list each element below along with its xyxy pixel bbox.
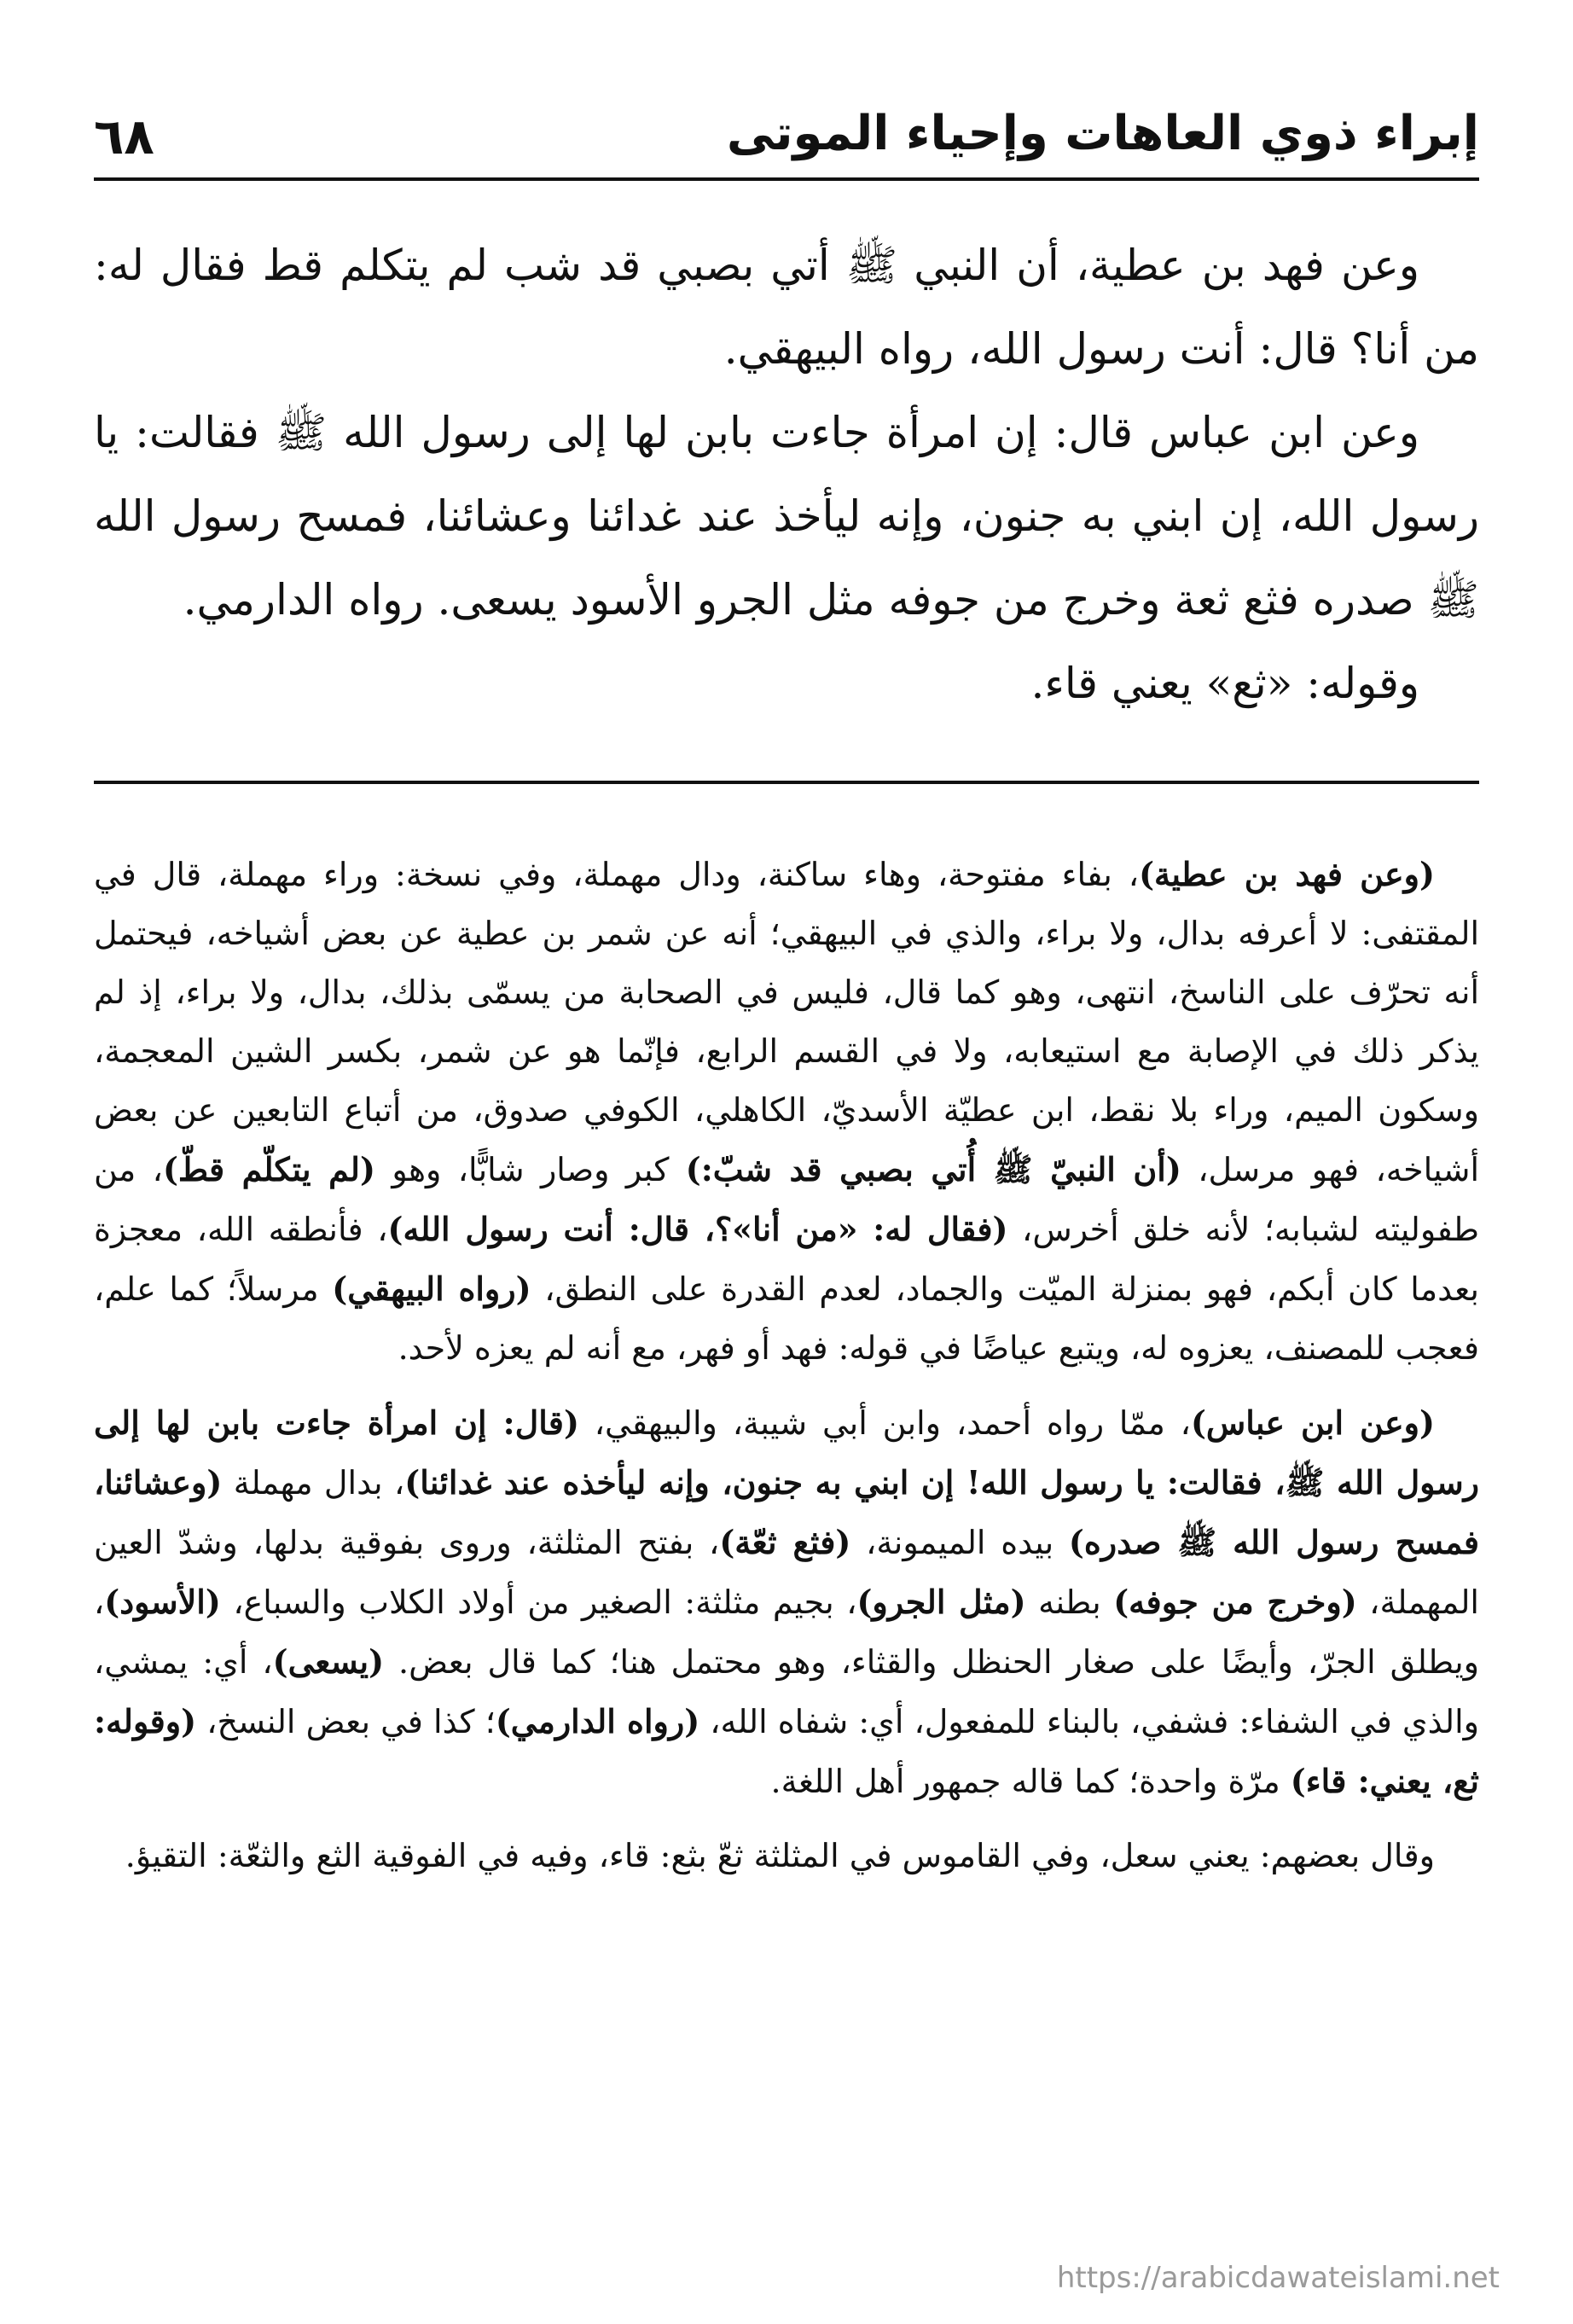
commentary-text: مرسلاً؛ كما علم، فعجب للمصنف، يعزوه له، ويتبع عياضًا في قوله: فهد أو فهر، مع أنه لم يعزه لأحد. bbox=[94, 1270, 1479, 1367]
commentary-paragraph-3: وقال بعضهم: يعني سعل، وفي القاموس في المثلثة ثعّ بثع: قاء، وفيه في الفوقية الثع والثعّة: التقيؤ. bbox=[125, 1837, 1435, 1874]
quoted-phrase: (فقال له: «من أنا»؟، قال: أنت رسول الله) bbox=[387, 1210, 1008, 1248]
section-divider bbox=[94, 781, 1479, 784]
hadith-paragraph-3: وقوله: «ثع» يعني قاء. bbox=[1030, 659, 1419, 708]
quoted-phrase: (رواه الدارمي) bbox=[495, 1702, 700, 1740]
quoted-phrase: (وعشائنا، فمسح رسول الله ﷺ صدره) bbox=[94, 1463, 1480, 1561]
quoted-phrase: (وخرج من جوفه) bbox=[1113, 1583, 1357, 1621]
quoted-phrase: (قال: إن امرأة جاءت بابن لها إلى رسول الله ﷺ، فقالت: يا رسول الله! إن ابني به جنون، وإنه ليأخذه عند غدائنا) bbox=[94, 1403, 1480, 1502]
commentary-text: بطنه bbox=[1025, 1583, 1114, 1621]
hadith-paragraph-2: وعن ابن عباس قال: إن امرأة جاءت بابن لها إلى رسول الله ﷺ فقالت: يا رسول الله، إن ابني به جنون، وإنه ليأخذ عند غدائنا وعشائنا، فمسح رسول الله ﷺ صدره فثع ثعة وخرج من جوفه مثل الجرو الأسود يسعى. رواه الدارمي. bbox=[94, 408, 1479, 625]
commentary-text: ، فأنطقه الله، معجزة بعدما كان أبكم، فهو بمنزلة الميّت والجماد، لعدم القدرة على النطق، bbox=[94, 1211, 1479, 1308]
commentary-text: مرّة واحدة؛ كما قاله جمهور أهل اللغة. bbox=[770, 1763, 1291, 1800]
quoted-phrase: (وقوله: ثع، يعني: قاء) bbox=[94, 1702, 1479, 1800]
commentary-text: ، أي: يمشي، والذي في الشفاء: فشفي، بالبناء للمفعول، أي: شفاه الله، bbox=[94, 1643, 1480, 1740]
running-header bbox=[94, 101, 1479, 181]
watermark-url: https://arabicdawateislami.net bbox=[1056, 2261, 1500, 2295]
commentary-text: ، من طفوليته لشبابه؛ لأنه خلق أخرس، bbox=[94, 1151, 1479, 1248]
quoted-phrase: (لم يتكلّم قطّ) bbox=[162, 1150, 375, 1188]
commentary bbox=[94, 845, 1479, 1901]
commentary-text: كبر وصار شابًّا، وهو bbox=[374, 1151, 686, 1188]
commentary-paragraph-2 bbox=[94, 1393, 1479, 1811]
book-title: إبراء ذوي العاهات وإحياء الموتى bbox=[726, 106, 1479, 161]
commentary-text: ، بفتح المثلثة، وروى بفوقية بدلها، وشدّ العين المهملة، bbox=[94, 1524, 1479, 1621]
commentary-text: ، بدال مهملة bbox=[222, 1464, 405, 1502]
quoted-phrase: (وعن ابن عباس) bbox=[1190, 1403, 1435, 1442]
quoted-phrase: (فثع ثعّة) bbox=[719, 1523, 851, 1561]
commentary-text: ؛ كذا في بعض النسخ، bbox=[196, 1703, 496, 1740]
commentary-text: بيده الميمونة، bbox=[850, 1524, 1069, 1561]
quoted-phrase: (يسعى) bbox=[272, 1642, 385, 1681]
quoted-phrase: (أن النبيّ ﷺ أُتي بصبي قد شبّ:) bbox=[685, 1150, 1181, 1188]
commentary-text: ، بجيم مثلثة: الصغير من أولاد الكلاب والسباع، bbox=[220, 1583, 857, 1621]
quoted-phrase: (وعن فهد بن عطية) bbox=[1139, 855, 1436, 893]
hadith-paragraph-1: وعن فهد بن عطية، أن النبي ﷺ أتي بصبي قد شب لم يتكلم قط فقال له: من أنا؟ قال: أنت رسول الله، رواه البيهقي. bbox=[94, 241, 1479, 374]
commentary-text: ، ويطلق الجرّ، وأيضًا على صغار الحنظل والقثاء، وهو محتمل هنا؛ كما قال بعض. bbox=[94, 1583, 1479, 1681]
page-number: ٦٨ bbox=[94, 107, 154, 166]
commentary-text: ، بفاء مفتوحة، وهاء ساكنة، ودال مهملة، وفي نسخة: وراء مهملة، قال في المقتفى: لا أعرفه بدال، ولا براء، والذي في البيهقي؛ أنه عن شمر بن عطية عن بعض أشياخه، فيحتمل أنه تحرّف على الناسخ، انتهى، وهو كما قال، فليس في الصحابة من يسمّى بذلك، بدال، ولا براء، إذ لم يذكر ذلك في الإصابة مع استيعابه، ولا في القسم الرابع، فإنّما هو عن شمر، بكسر الشين المعجمة، وسكون الميم، وراء بلا نقط، ابن عطيّة الأسديّ، الكاهلي، الكوفي صدوق، من أتباع التابعين عن بعض أشياخه، فهو مرسل، bbox=[94, 856, 1480, 1188]
quoted-phrase: (مثل الجرو) bbox=[856, 1583, 1026, 1621]
commentary-text: ، ممّا رواه أحمد، وابن أبي شيبة، والبيهقي، bbox=[578, 1404, 1191, 1442]
quoted-phrase: (الأسود) bbox=[104, 1583, 221, 1621]
hadith-text bbox=[94, 224, 1479, 725]
quoted-phrase: (رواه البيهقي) bbox=[332, 1269, 531, 1308]
commentary-paragraph-1 bbox=[94, 845, 1479, 1378]
